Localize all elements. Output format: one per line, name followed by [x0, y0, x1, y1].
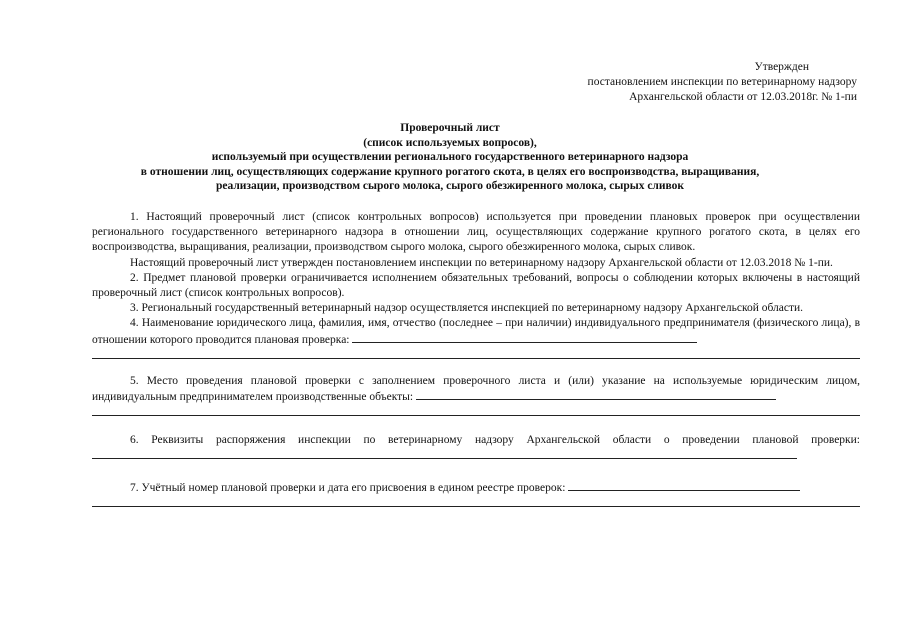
heading-title: Проверочный лист — [400, 122, 500, 134]
approval-line-1: Утвержден — [754, 61, 809, 73]
item-7-text: 7. Учётный номер плановой проверки и дата его присвоения в едином реестре проверок: — [130, 481, 566, 494]
item-2: 2. Предмет плановой проверки ограничивается исполнением обязательных требований, вопросы о соблюдении которых включены в настоящий проверочный лист (список контрольных вопросов). — [92, 271, 860, 300]
item-7-fill-line[interactable] — [568, 480, 800, 491]
document-heading — [92, 121, 808, 194]
item-7 — [92, 480, 860, 496]
item-6-fill-line[interactable] — [92, 448, 797, 459]
item-7-fill-line-2[interactable] — [92, 496, 860, 507]
item-6-text: 6. Реквизиты распоряжения инспекции по ветеринарному надзору Архангельской области о проведении плановой проверки: — [130, 434, 860, 447]
item-5 — [92, 374, 860, 405]
item-5-fill-line[interactable] — [416, 389, 776, 400]
approval-line-3: Архангельской области от 12.03.2018г. № 1-пи — [629, 91, 857, 103]
heading-line-2: (список используемых вопросов), — [363, 136, 537, 149]
item-6 — [92, 433, 860, 464]
item-5-text: 5. Место проведения плановой проверки с заполнением проверочного листа и (или) указание на используемые юридическим лицом, индивидуальным предпринимателем производственные объекты: — [92, 374, 860, 404]
approval-stamp — [588, 60, 857, 105]
document-body — [92, 210, 860, 507]
heading-line-5: реализации, производством сырого молока, сырого обезжиренного молока, сырых сливок — [215, 180, 685, 193]
item-1-approval: Настоящий проверочный лист утвержден постановлением инспекции по ветеринарному надзору Архангельской области от 12.03.2018 № 1-пи. — [130, 256, 833, 269]
heading-line-3: используемый при осуществлении регионального государственного ветеринарного надзора — [211, 151, 689, 164]
heading-line-4: в отношении лиц, осуществляющих содержание крупного рогатого скота, в целях его воспроизводства, выращивания, — [140, 165, 760, 178]
item-1: 1. Настоящий проверочный лист (список контрольных вопросов) используется при проведении плановых проверок при осуществлении регионального государственного ветеринарного надзора в отношении лиц, осуществляющих содержание крупного рогатого скота, в целях его воспроизводства, выращивания, реализации, производством сырого молока, сырого обезжиренного молока, сырых сливок. — [92, 211, 860, 254]
item-4-text: 4. Наименование юридического лица, фамилия, имя, отчество (последнее – при наличии) индивидуального предпринимателя (физического лица), в отношении которого проводится плановая проверка: — [92, 317, 860, 346]
item-3: 3. Региональный государственный ветеринарный надзор осуществляется инспекцией по ветеринарному надзору Архангельской области. — [130, 302, 804, 315]
approval-line-2: постановлением инспекции по ветеринарному надзору — [587, 76, 857, 88]
item-4-fill-line[interactable] — [352, 332, 697, 343]
item-4-fill-line-2[interactable] — [92, 348, 860, 359]
item-5-fill-line-2[interactable] — [92, 405, 860, 416]
item-4 — [92, 316, 860, 347]
